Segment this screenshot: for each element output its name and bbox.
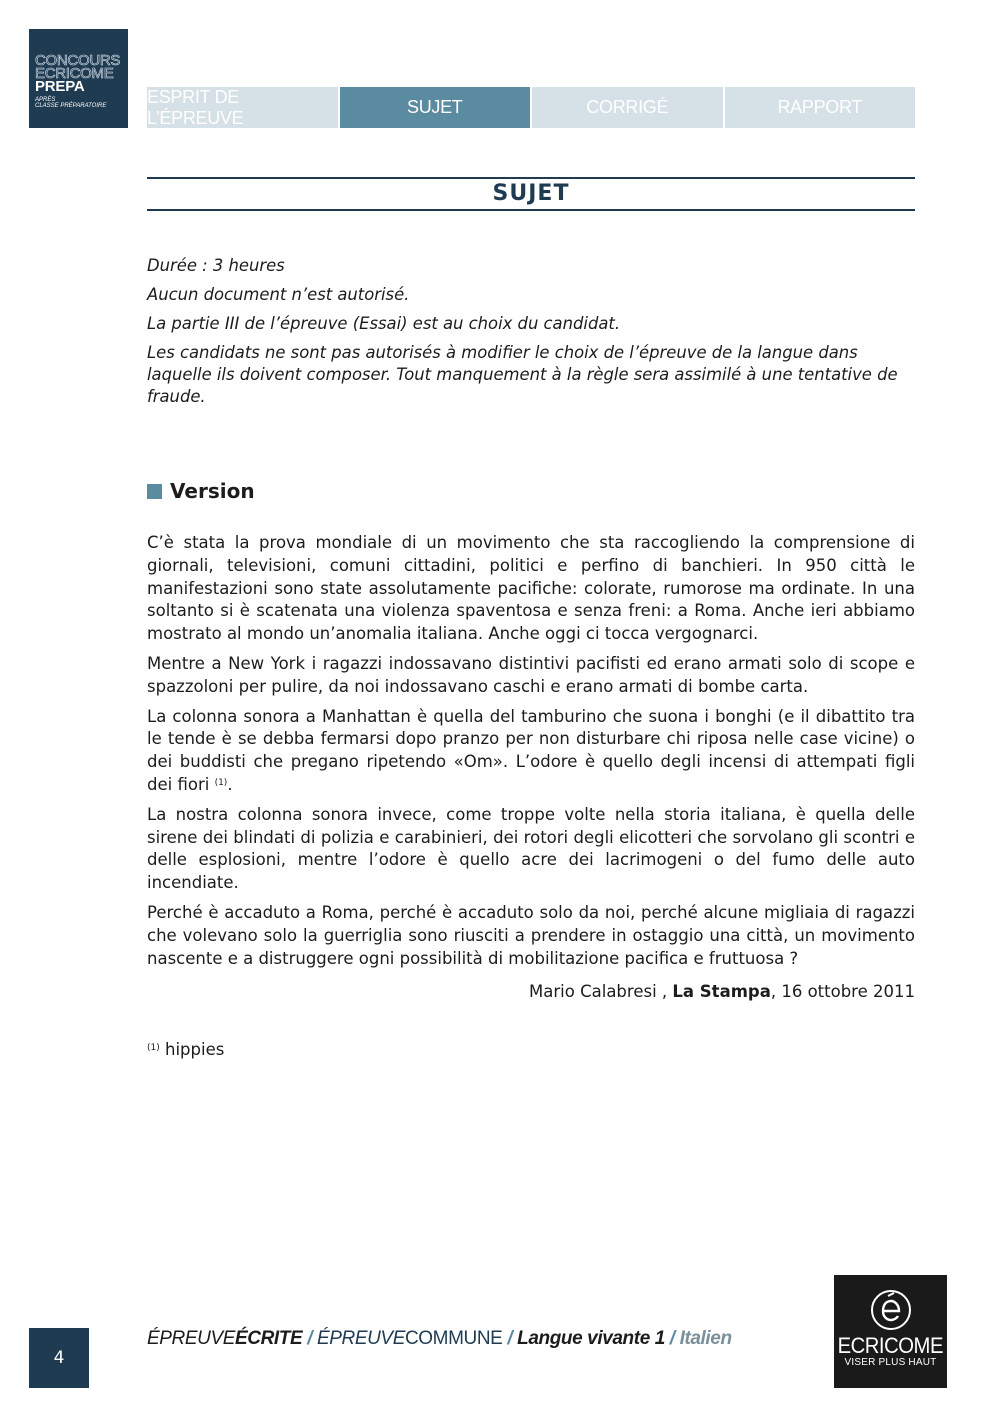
section-tabs: [147, 87, 915, 128]
tab-rapport[interactable]: RAPPORT: [725, 87, 916, 128]
logo-line-concours: CONCOURS: [35, 52, 121, 69]
page-number: 4: [29, 1328, 89, 1388]
tab-sujet[interactable]: SUJET: [340, 87, 531, 128]
instruction-fraud-warning: Les candidats ne sont pas autorisés à modifier le choix de l’épreuve de la langue dans laquelle ils doivent composer. Tout manquement à la règle sera assimilé à une tentative de fraude.: [147, 343, 898, 406]
footer-separator: /: [669, 1328, 675, 1349]
instruction-no-document: Aucun document n’est autorisé.: [147, 285, 410, 304]
footer-exam-label: [147, 1325, 732, 1353]
paragraph: [147, 706, 915, 797]
version-heading-label: Version: [170, 479, 255, 503]
ecricome-e-icon: [869, 1288, 913, 1332]
instruction-duration: Durée : 3 heures: [147, 256, 285, 275]
paragraph: Perché è accaduto a Roma, perché è accaduto solo da noi, perché alcune migliaia di ragazzi che volevano solo la guerriglia sono riusciti a prendere in ostaggio una città, un movimento nascente e a distruggere ogni possibilità di mobilitazione pacifica e fruttuosa ?: [147, 902, 915, 968]
footer-langue: Langue vivante 1: [517, 1328, 665, 1349]
logo-line-ecricome: ECRICOME: [35, 65, 114, 82]
footnote-text: hippies: [165, 1040, 225, 1059]
footnote: [147, 1038, 224, 1062]
page-title: SUJET: [147, 177, 915, 211]
ecricome-logo: [834, 1275, 947, 1388]
footnote-marker: (1): [147, 1043, 160, 1053]
tab-corrige[interactable]: CORRIGÉ: [532, 87, 723, 128]
footer-epreuve: ÉPREUVE: [147, 1328, 236, 1349]
paragraph: C’è stata la prova mondiale di un movimento che sta raccogliendo la comprensione di giornali, televisioni, comuni cittadini, politici e perfino di banchieri. In 950 città le manifestazioni sono state assolutamente pacifiche: colorate, rumorose ma ordinate. In una soltanto si è scatenata una violenza spaventosa e senza freni: a Roma. Anche ieri abbiamo mostrato al mondo un’anomalia italiana. Anche oggi ci tocca vergognarci.: [147, 533, 915, 644]
paragraph: La nostra colonna sonora invece, come troppe volte nella storia italiana, è quella delle sirene dei blindati di polizia e carabinieri, dei rotori degli elicotteri che sorvolano gli scontri e delle esplosioni, mentre l’odore è quello acre dei lacrimogeni o del fumo delle auto incendiate.: [147, 804, 915, 893]
logo-line-prepa: PREPA: [35, 78, 85, 95]
square-bullet-icon: [147, 484, 162, 499]
instruction-essay-choice: La partie III de l’épreuve (Essai) est au choix du candidat.: [147, 314, 621, 333]
footer-italien: Italien: [679, 1328, 732, 1349]
source-author: Mario Calabresi ,: [529, 982, 668, 1001]
footnote-ref: (1): [214, 777, 228, 788]
logo-line-classe: CLASSE PRÉPARATOIRE: [35, 103, 107, 109]
logo-name: ECRICOME: [837, 1333, 944, 1358]
footer-epreuve-2: ÉPREUVE: [316, 1328, 405, 1349]
version-heading: [147, 478, 255, 504]
concours-logo: [29, 29, 128, 128]
source-citation: [529, 980, 915, 1004]
exam-instructions: [147, 255, 917, 415]
footer-ecrite: ÉCRITE: [235, 1328, 303, 1349]
paragraph-end: .: [227, 774, 233, 794]
footer-separator: /: [507, 1328, 513, 1349]
paragraph: Mentre a New York i ragazzi indossavano distintivi pacifisti ed erano armati solo di scope e spazzoloni per pulire, da noi indossavano caschi e erano armati di bombe carta.: [147, 653, 915, 696]
source-newspaper: La Stampa: [672, 982, 771, 1001]
tab-esprit[interactable]: ESPRIT DE L’ÉPREUVE: [147, 87, 338, 128]
logo-line-apres: APRÈS: [35, 97, 56, 103]
source-date: , 16 ottobre 2011: [770, 982, 915, 1001]
paragraph-text: La colonna sonora a Manhattan è quella del tamburino che suona i bonghi (e il dibattito tra le tende è se debba fermarsi dopo pranzo per non disturbare chi riposa nelle case vicine) o dei buddisti che pregano ripetendo «Om». L’odore è quello degli incensi di attempati figli dei fiori: [147, 706, 915, 794]
version-text: [147, 532, 915, 977]
footer-separator: /: [307, 1328, 313, 1349]
logo-tagline: VISER PLUS HAUT: [844, 1357, 937, 1368]
footer-commune: COMMUNE: [404, 1328, 503, 1349]
